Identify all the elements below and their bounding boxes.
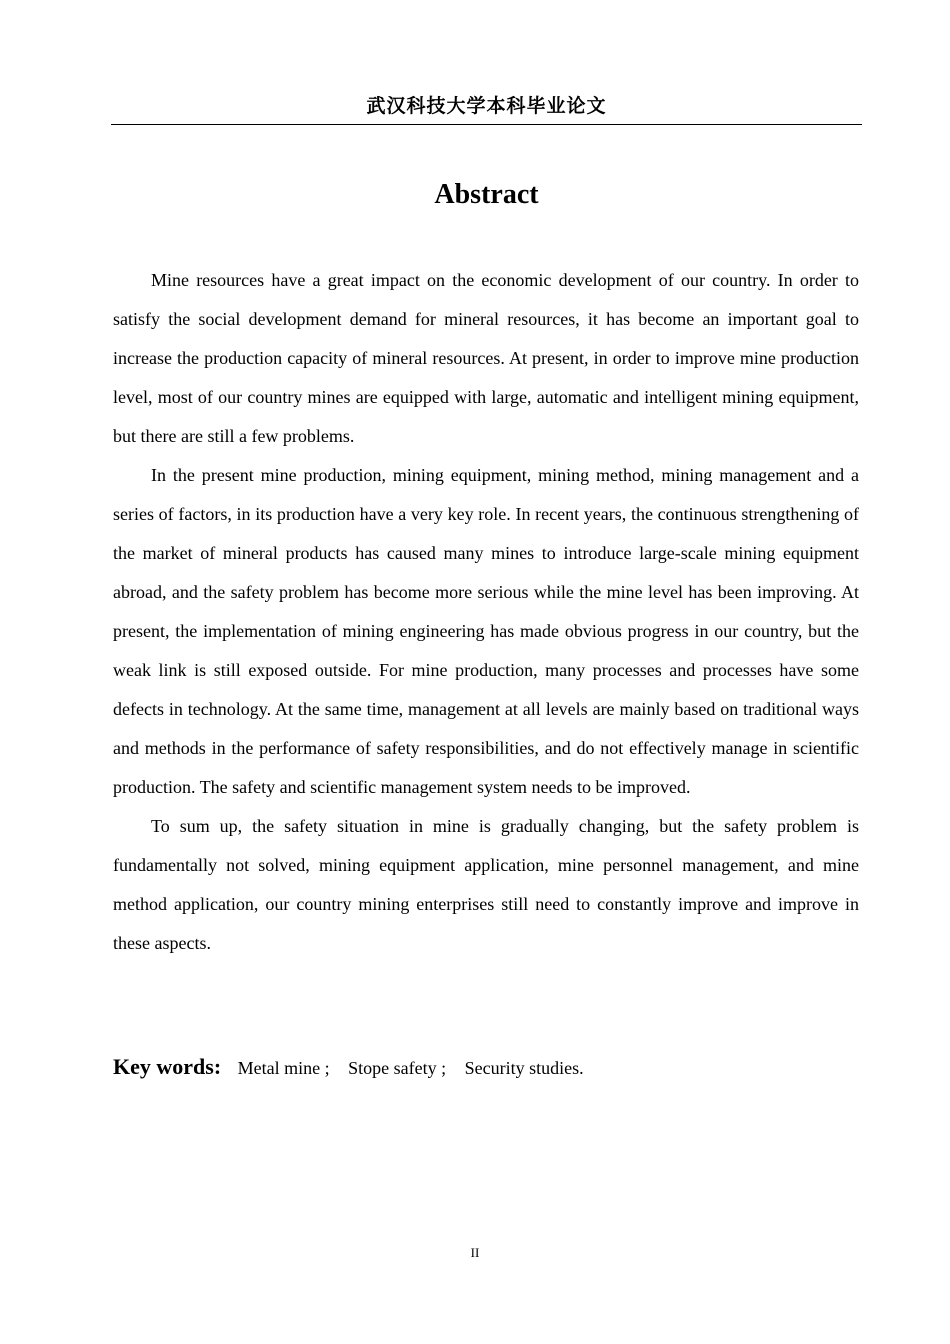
- keywords-line: [113, 1049, 859, 1086]
- keywords-label: Key words: [113, 1054, 214, 1079]
- keyword-item: Metal mine ;: [237, 1058, 330, 1078]
- abstract-paragraph-2: In the present mine production, mining equipment, mining method, mining management and a series of factors, in its production have a very key role. In recent years, the continuous strengthening of the market of mineral products has caused many mines to introduce large-scale mining equipment abroad, and the safety problem has become more serious while the mine level has been improving. At present, the implementation of mining engineering has made obvious progress in our country, but the weak link is still exposed outside. For mine production, many processes and processes have some defects in technology. At the same time, management at all levels are mainly based on traditional ways and methods in the performance of safety responsibilities, and do not effectively manage in scientific production. The safety and scientific management system needs to be improved.: [113, 465, 859, 797]
- abstract-body: [113, 261, 859, 963]
- running-header: 武汉科技大学本科毕业论文: [366, 95, 607, 117]
- abstract-paragraph-3: To sum up, the safety situation in mine is gradually changing, but the safety problem is fundamentally not solved, mining equipment application, mine personnel management, and mine method application, our country mining enterprises still need to constantly improve and improve in these aspects.: [113, 816, 859, 953]
- keywords-colon: :: [213, 1054, 222, 1079]
- keyword-item: Stope safety ;: [348, 1058, 447, 1078]
- keyword-item: Security studies.: [464, 1058, 584, 1078]
- page-number: II: [470, 1245, 480, 1260]
- page-title: Abstract: [434, 179, 539, 210]
- header-divider: [111, 124, 862, 125]
- abstract-paragraph-1: Mine resources have a great impact on the economic development of our country. In order to satisfy the social development demand for mineral resources, it has become an important goal to increase the production capacity of mineral resources. At present, in order to improve mine production level, most of our country mines are equipped with large, automatic and intelligent mining equipment, but there are still a few problems.: [113, 270, 859, 446]
